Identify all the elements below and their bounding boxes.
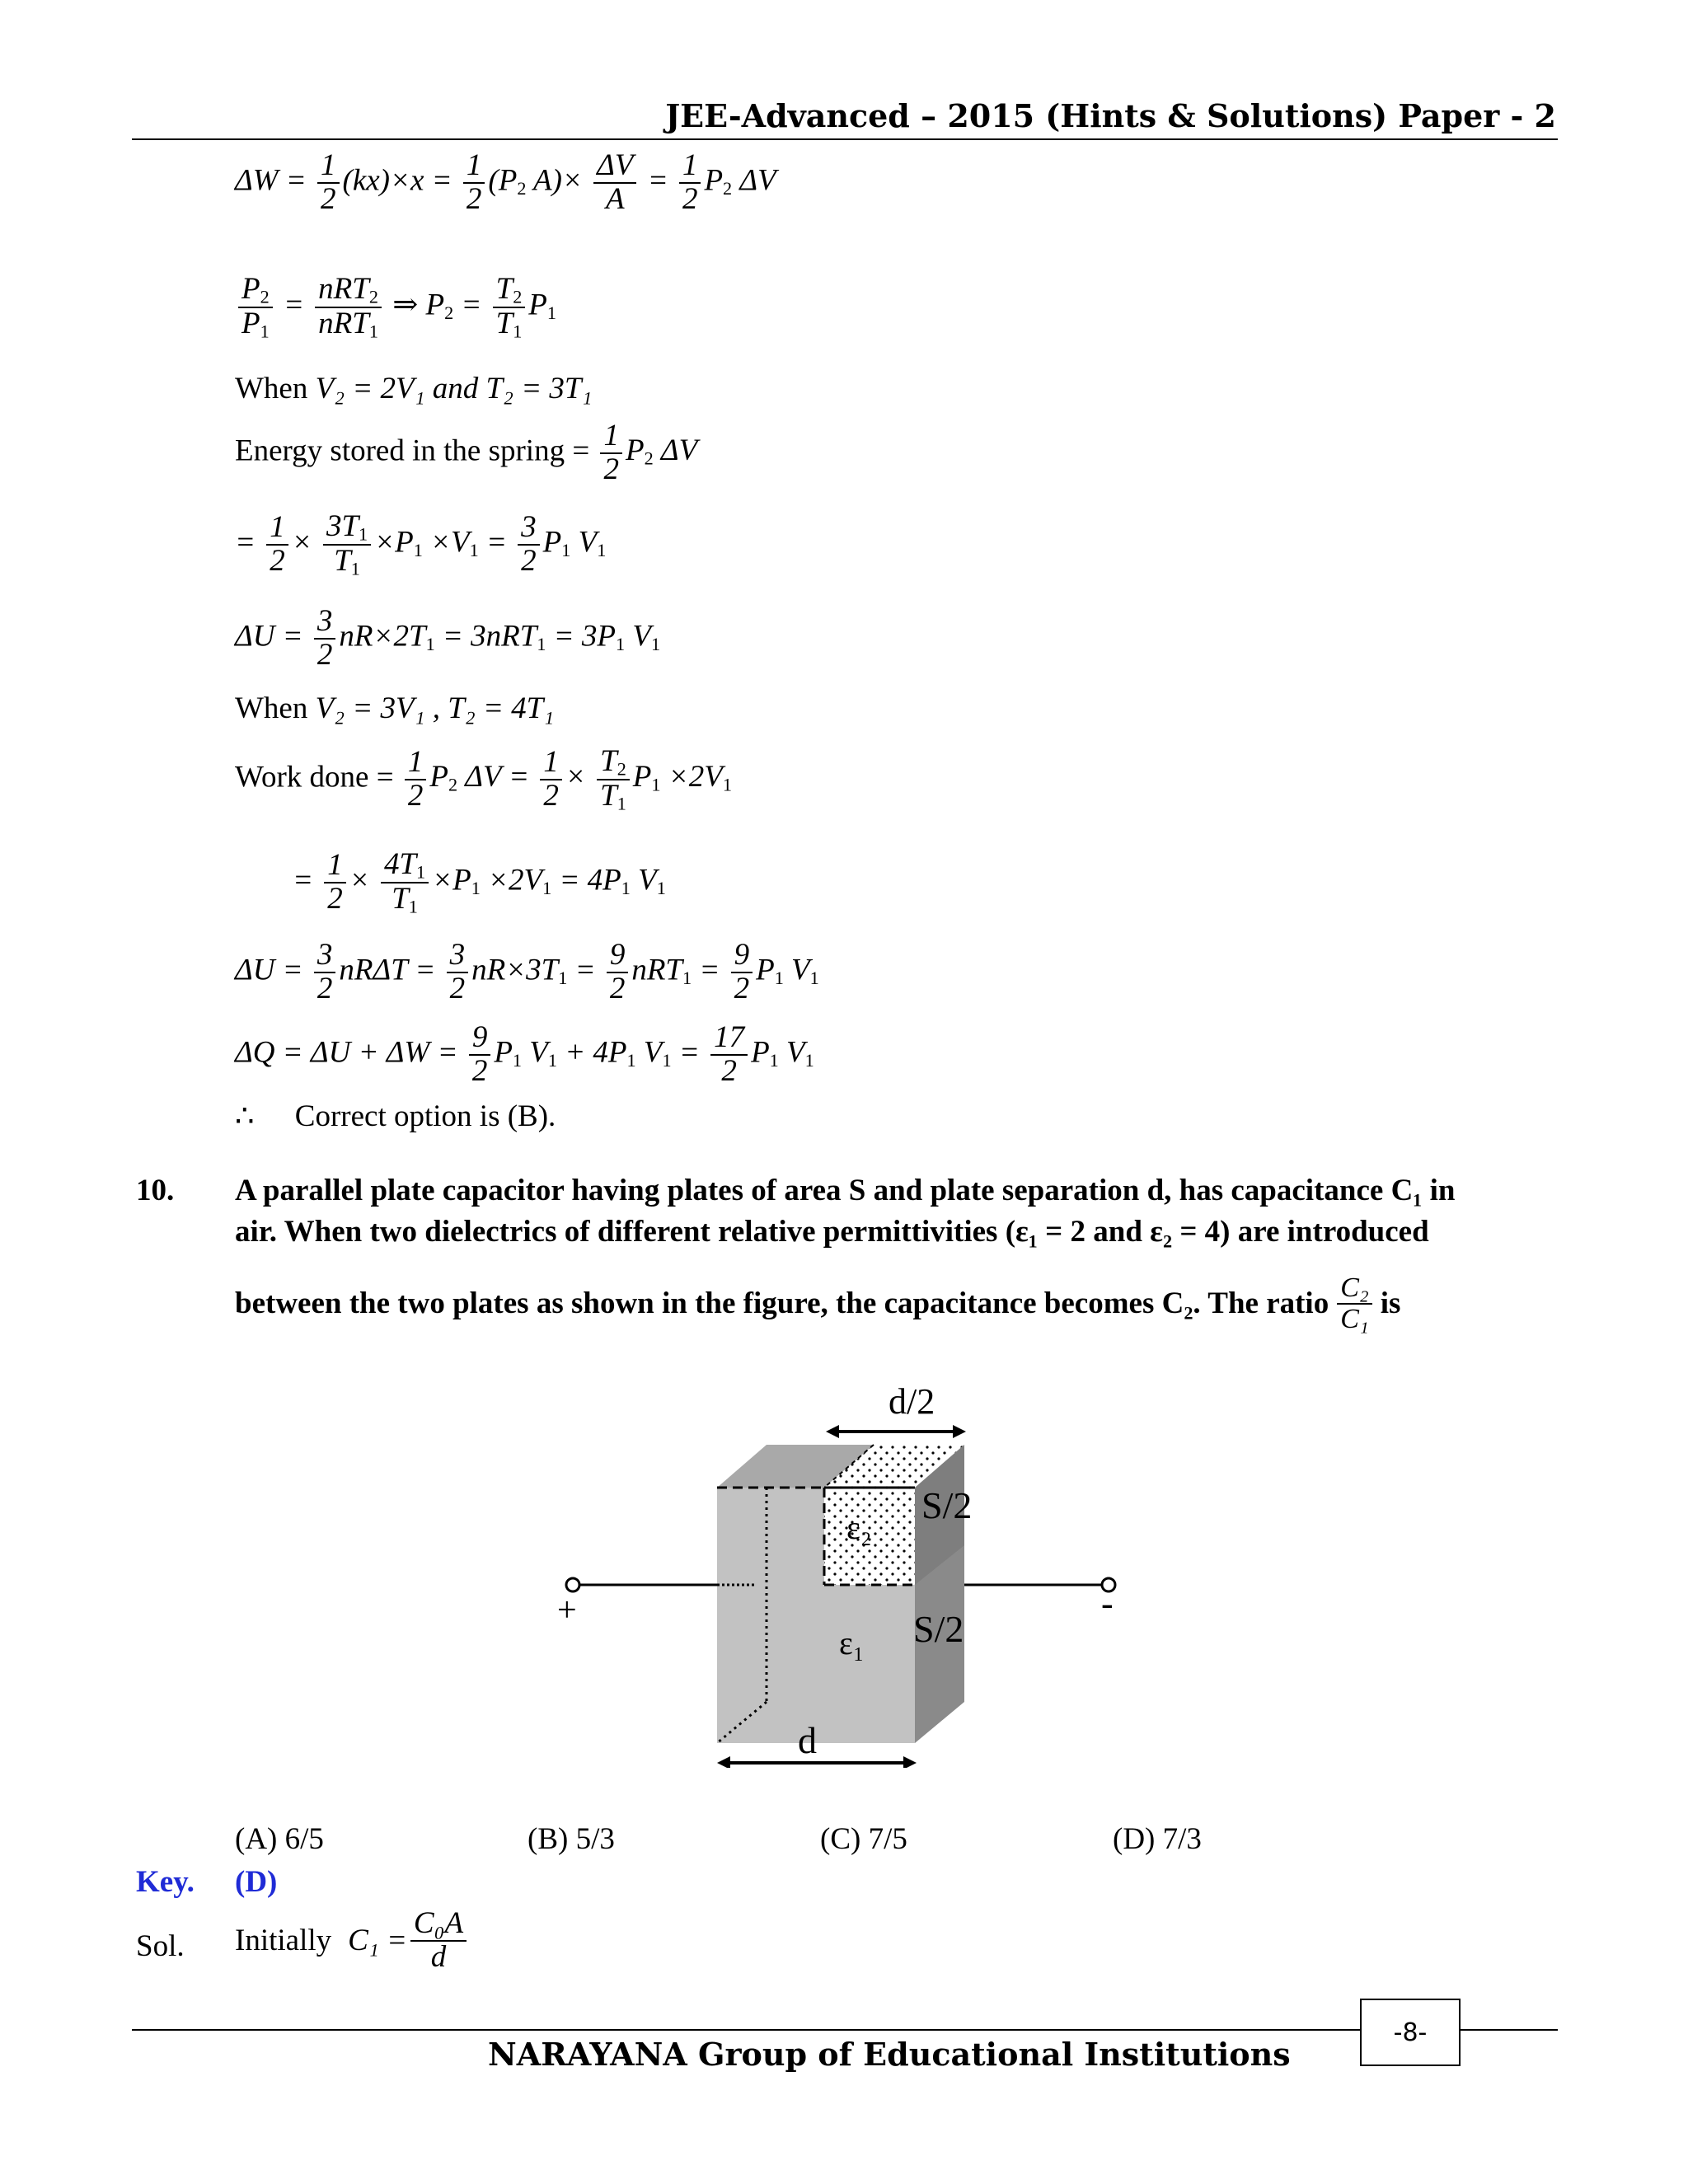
- when-label-2: When: [235, 691, 308, 725]
- therefore-symbol: ∴: [235, 1099, 255, 1133]
- ratio-fraction: [1337, 1273, 1372, 1333]
- label-terminal-plus: +: [557, 1591, 577, 1629]
- option-a: (A) 6/5: [235, 1822, 324, 1856]
- ratio-denominator: C₁: [1340, 1303, 1369, 1334]
- page-number-box: [1360, 1999, 1461, 2066]
- option-d: (D) 7/3: [1113, 1822, 1202, 1856]
- energy-line: Energy stored in the spring = $\frac{1}{2}$ $P_2$ ΔV: [235, 419, 698, 486]
- condition-line-2: [235, 691, 554, 726]
- question-text-line-3-end: is: [1380, 1286, 1401, 1321]
- energy-label: Energy stored in the spring =: [235, 434, 590, 468]
- footer-rule: [132, 2029, 1558, 2031]
- equation-delta-w: ΔW = $\frac{1}{2}$ (kx)×x = $\frac{1}{2}$ ($P_2$ A)× $\frac{\Delta V}{A}$ = $\frac{1}{2}$ $P_2$ ΔV: [235, 148, 776, 216]
- solution-frac-num: C₀A: [410, 1908, 467, 1942]
- key-label: Key.: [136, 1865, 195, 1899]
- when-label-1: When: [235, 372, 308, 405]
- label-epsilon-2: ε₂: [846, 1509, 872, 1546]
- key-answer: (D): [235, 1865, 278, 1899]
- equation-pressure-ratio: $\frac{P_2}{P_1}$ = $\frac{nRT_2}{nRT_1}$ ⇒ $P_2$ = $\frac{T_2}{T_1}$ $P_1$: [235, 274, 556, 341]
- capacitor-figure: [560, 1380, 1137, 1768]
- solution-frac-den: d: [430, 1939, 447, 1974]
- question-number: 10.: [136, 1174, 175, 1207]
- condition-line-1: [235, 371, 592, 406]
- page-header-title: JEE-Advanced – 2015 (Hints & Solutions) Paper - 2: [665, 97, 1556, 134]
- label-s-half-lower: S/2: [913, 1608, 964, 1650]
- conclusion-line: [235, 1098, 556, 1134]
- ratio-numerator: C₂: [1337, 1273, 1372, 1305]
- terminal-left: [566, 1578, 579, 1591]
- label-epsilon-1: ε₁: [839, 1624, 865, 1661]
- equation-work-value: = $\frac{1}{2}$ × $\frac{4T_1}{T_1}$ $\times P_1 \times 2V_1 = 4P_1$ $V_1$: [293, 847, 666, 917]
- label-d: d: [798, 1719, 817, 1761]
- header-rule: [132, 138, 1558, 140]
- solution-fraction: [410, 1908, 467, 1974]
- question-text-line-1: A parallel plate capacitor having plates of area S and plate separation d, has capacitance C₁ in: [235, 1174, 1456, 1207]
- work-label: Work done =: [235, 760, 394, 794]
- equation-delta-u-2: ΔU = $\frac{3}{2}$ nRΔT = $\frac{3}{2}$ $nR\times 3T_1$ = $\frac{9}{2}$ nRT$_1$ = $\frac{9}{2}$ $P_1$ $V_1$: [235, 938, 819, 1005]
- label-d-half: d/2: [889, 1381, 935, 1422]
- solution-line: [235, 1908, 470, 1974]
- option-b: (B) 5/3: [528, 1822, 615, 1856]
- footer-institution: NARAYANA Group of Educational Institutions: [488, 2036, 1291, 2073]
- question-text-line-3-main: between the two plates as shown in the figure, the capacitance becomes C₂. The ratio: [235, 1286, 1329, 1321]
- solution-text: Initially: [235, 1924, 332, 1958]
- label-s-half-upper: S/2: [921, 1484, 973, 1526]
- option-c: (C) 7/5: [820, 1822, 907, 1856]
- label-terminal-minus: -: [1101, 1583, 1114, 1624]
- work-line: Work done = $\frac{1}{2}$ $P_2$ ΔV = $\frac{1}{2}$ × $\frac{T_2}{T_1}$ $P_1 \times 2V_1$: [235, 744, 732, 814]
- equation-delta-q: ΔQ = ΔU + ΔW = $\frac{9}{2}$ $P_1$ $V_1 + 4P_1$ $V_1$ = $\frac{17}{2}$ $P_1$ $V_1$: [235, 1020, 814, 1088]
- question-text-line-2: air. When two dielectrics of different relative permittivities (ε₁ = 2 and ε₂ = 4) are introduced: [235, 1215, 1429, 1249]
- correct-option-text: Correct option is (B).: [294, 1099, 556, 1133]
- page-number: -8-: [1393, 2018, 1428, 2047]
- solution-label: Sol.: [136, 1929, 185, 1963]
- when-condition-2: V₂ = 3V₁ , T₂ = 4T₁: [315, 691, 555, 725]
- equation-energy-value: = $\frac{1}{2}$ × $\frac{3T_1}{T_1}$ $\times P_1 \times V_1$ = $\frac{3}{2}$ $P_1$ $V_1$: [235, 509, 607, 579]
- equation-delta-u-1: ΔU = $\frac{3}{2}$ $nR\times 2T_1 = 3nRT_1 = 3P_1$ $V_1$: [235, 604, 661, 672]
- solution-c1: C₁ =: [348, 1924, 407, 1958]
- when-condition-1: V₂ = 2V₁ and T₂ = 3T₁: [315, 372, 593, 405]
- question-text-line-3: [235, 1273, 1400, 1333]
